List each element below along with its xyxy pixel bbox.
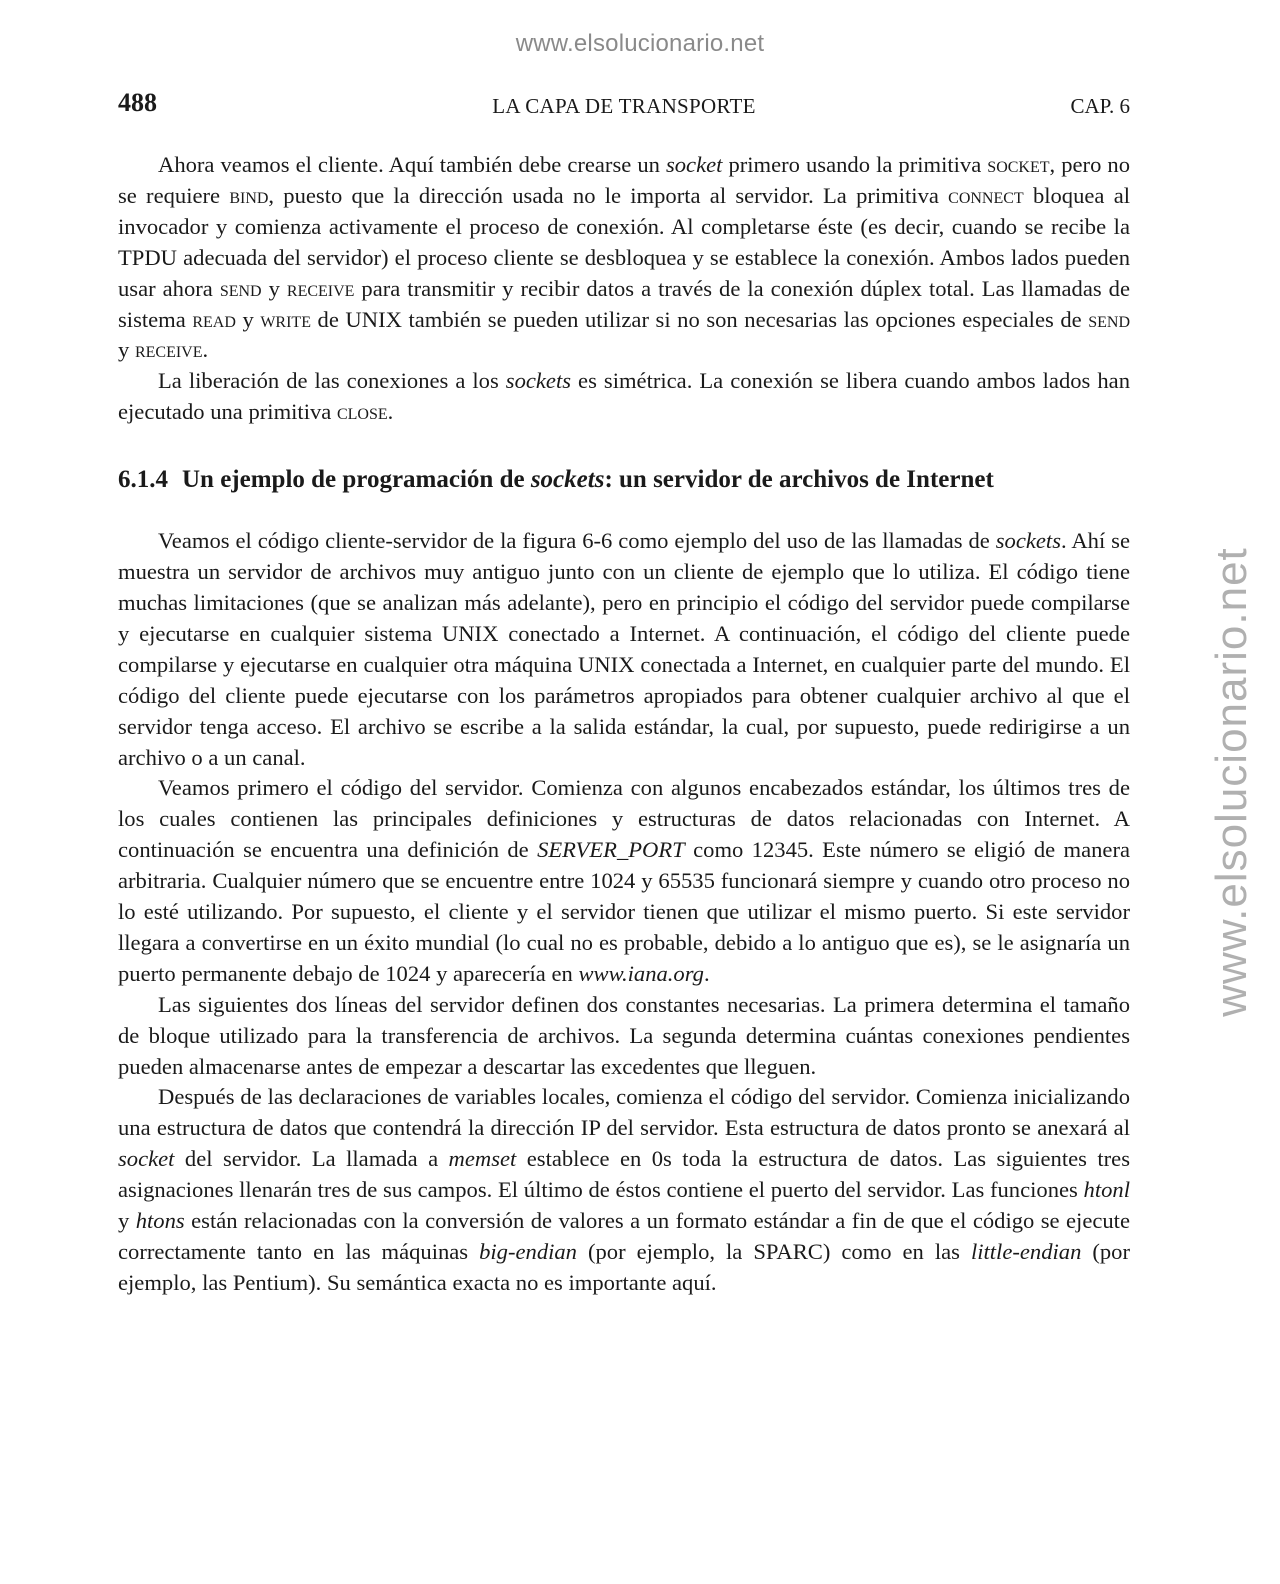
paragraph: Ahora veamos el cliente. Aquí también debe crearse un socket primero usando la primitiva socket, pero no se requiere bind, puesto que la dirección usada no le importa al servidor. La primitiva connect bloquea al invocador y comienza activamente el proceso de conexión. Al completarse éste (es decir, cuando se recibe la TPDU adecuada del servidor) el proceso cliente se desbloquea y se establece la conexión. Ambos lados pueden usar ahora send y receive para transmitir y recibir datos a través de la conexión dúplex total. Las llamadas de sistema read y write de UNIX también se pueden utilizar si no son necesarias las opciones especiales de send y receive.: [118, 152, 1131, 363]
paragraph: Las siguientes dos líneas del servidor definen dos constantes necesarias. La primera determina el tamaño de bloque utilizado para la transferencia de archivos. La segunda determina cuántas conexiones pendientes pueden almacenarse antes de empezar a descartar las excedentes que lleguen.: [118, 991, 1130, 1079]
paragraph: La liberación de las conexiones a los sockets es simétrica. La conexión se libera cuando ambos lados han ejecutado una primitiva close.: [118, 368, 1130, 425]
page-header: [118, 88, 1130, 122]
page-number: 488: [118, 88, 157, 117]
paragraph: Después de las declaraciones de variables locales, comienza el código del servidor. Comienza inicializando una estructura de datos que contendrá la dirección IP del servidor. Esta estructura de datos pronto se anexará al socket del servidor. La llamada a memset establece en 0s toda la estructura de datos. Las siguientes tres asignaciones llenarán tres de sus campos. El último de éstos contiene el puerto del servidor. Las funciones htonl y htons están relacionadas con la conversión de valores a un formato estándar a fin de que el código se ejecute correctamente tanto en las máquinas big-endian (por ejemplo, la SPARC) como en las little-endian (por ejemplo, las Pentium). Su semántica exacta no es importante aquí.: [118, 1084, 1131, 1295]
page-body: [118, 150, 1130, 1299]
running-title: LA CAPA DE TRANSPORTE: [492, 94, 756, 118]
chapter-label: CAP. 6: [1070, 94, 1130, 118]
watermark-top: www.elsolucionario.net: [515, 30, 765, 57]
paragraph: Veamos el código cliente-servidor de la figura 6-6 como ejemplo del uso de las llamadas de sockets. Ahí se muestra un servidor de archivos muy antiguo junto con un cliente de ejemplo que lo utiliza. El código tiene muchas limitaciones (que se analizan más adelante), pero en principio el código del servidor puede compilarse y ejecutarse en cualquier sistema UNIX conectado a Internet. A continuación, el código del cliente puede compilarse y ejecutarse en cualquier otra máquina UNIX conectada a Internet, en cualquier parte del mundo. El código del cliente puede ejecutarse con los parámetros apropiados para obtener cualquier archivo al que el servidor tenga acceso. El archivo se escribe a la salida estándar, la cual, por supuesto, puede redirigirse a un archivo o a un canal.: [118, 528, 1130, 770]
watermark-side: www.elsolucionario.net: [1207, 547, 1256, 1017]
section-heading: 6.1.4 Un ejemplo de programación de sockets: un servidor de archivos de Internet: [118, 466, 994, 494]
paragraph: Veamos primero el código del servidor. Comienza con algunos encabezados estándar, los últimos tres de los cuales contienen las principales definiciones y estructuras de datos relacionadas con Internet. A continuación se encuentra una definición de SERVER_PORT como 12345. Este número se eligió de manera arbitraria. Cualquier número que se encuentre entre 1024 y 65535 funcionará siempre y cuando otro proceso no lo esté utilizando. Por supuesto, el cliente y el servidor tienen que utilizar el mismo puerto. Si este servidor llegara a convertirse en un éxito mundial (lo cual no es probable, debido a lo antiguo que es), se le asignaría un puerto permanente debajo de 1024 y aparecería en www.iana.org.: [118, 775, 1130, 986]
